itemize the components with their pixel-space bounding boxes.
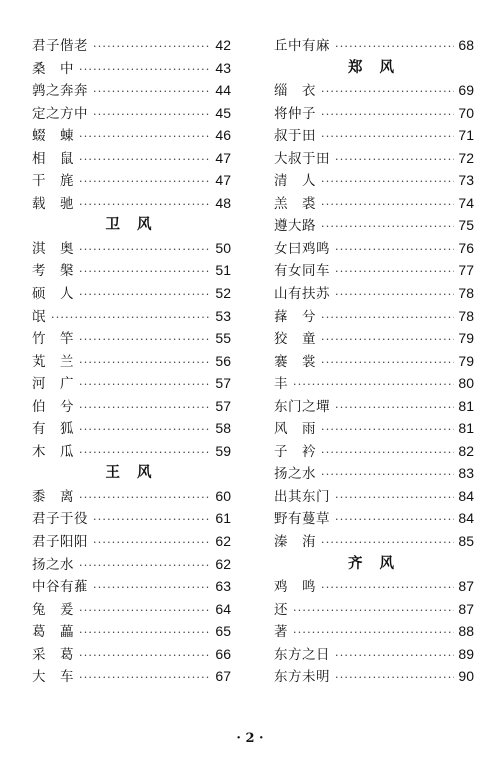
toc-entry-page: 90: [458, 668, 474, 685]
toc-entry[interactable]: [32, 282, 231, 305]
toc-entry[interactable]: [274, 507, 474, 530]
toc-entry-page: 43: [215, 59, 231, 76]
toc-entry-title: 氓: [32, 308, 46, 325]
toc-entry-page: 87: [458, 600, 474, 617]
toc-entry[interactable]: [32, 327, 231, 350]
toc-entry-page: 60: [215, 487, 231, 504]
toc-entry[interactable]: [32, 102, 231, 125]
dot-leader: [79, 239, 211, 262]
toc-entry-title: 狡 童: [274, 331, 316, 348]
dot-leader: [321, 577, 454, 600]
toc-entry-title: 子 衿: [274, 443, 316, 460]
toc-right-column: [274, 34, 474, 688]
toc-entry-title: 蝃 蝀: [32, 128, 74, 145]
toc-entry-title: 兔 爰: [32, 601, 74, 618]
dot-leader: [79, 487, 211, 510]
section-heading: 卫 风: [105, 217, 158, 234]
toc-entry[interactable]: [274, 530, 474, 553]
toc-entry-page: 82: [458, 442, 474, 459]
toc-entry-page: 76: [458, 239, 474, 256]
dot-leader: [79, 600, 211, 623]
toc-entry-page: 81: [458, 397, 474, 414]
toc-entry-title: 大 车: [32, 669, 74, 686]
toc-entry-page: 81: [458, 420, 474, 437]
toc-entry-page: 67: [215, 668, 231, 685]
toc-entry-title: 东方之日: [274, 646, 330, 663]
toc-entry[interactable]: [32, 79, 231, 102]
toc-entry-title: 伯 兮: [32, 398, 74, 415]
dot-leader: [79, 171, 211, 194]
toc-entry[interactable]: [274, 192, 474, 215]
toc-entry[interactable]: [274, 147, 474, 170]
dot-leader: [79, 352, 211, 375]
toc-entry[interactable]: [32, 575, 231, 598]
toc-entry-page: 70: [458, 104, 474, 121]
toc-entry[interactable]: [274, 259, 474, 282]
toc-entry-page: 44: [215, 82, 231, 99]
toc-entry-page: 48: [215, 194, 231, 211]
toc-entry[interactable]: [32, 169, 231, 192]
dot-leader: [79, 329, 211, 352]
toc-entry-page: 69: [458, 82, 474, 99]
toc-entry-title: 有女同车: [274, 263, 330, 280]
toc-entry[interactable]: [32, 147, 231, 170]
toc-entry[interactable]: [32, 507, 231, 530]
dot-leader: [335, 36, 454, 59]
toc-entry[interactable]: [274, 282, 474, 305]
dot-leader: [93, 104, 211, 127]
section-heading: 齐 风: [347, 555, 401, 572]
toc-entry-page: 78: [458, 285, 474, 302]
toc-entry-title: 君子阳阳: [32, 534, 88, 551]
toc-entry-page: 57: [215, 397, 231, 414]
toc-entry-page: 62: [215, 533, 231, 550]
toc-entry-page: 62: [215, 555, 231, 572]
dot-leader: [79, 555, 211, 578]
toc-entry-page: 56: [215, 352, 231, 369]
toc-entry-title: 木 瓜: [32, 443, 74, 460]
dot-leader: [335, 645, 454, 668]
section-heading: 王 风: [105, 465, 158, 482]
toc-entry[interactable]: [32, 57, 231, 80]
toc-entry[interactable]: [274, 485, 474, 508]
dot-leader: [93, 81, 211, 104]
toc-entry-title: 扬之水: [32, 556, 74, 573]
toc-entry-page: 46: [215, 127, 231, 144]
dot-leader: [335, 261, 454, 284]
dot-leader: [321, 329, 454, 352]
dot-leader: [321, 464, 454, 487]
toc-entry[interactable]: [274, 643, 474, 666]
dot-leader: [79, 374, 211, 397]
toc-entry-title: 鹑之奔奔: [32, 83, 88, 100]
toc-entry[interactable]: [32, 485, 231, 508]
toc-entry[interactable]: [274, 575, 474, 598]
toc-entry-title: 淇 奥: [32, 240, 74, 257]
toc-entry-page: 47: [215, 149, 231, 166]
toc-entry-title: 风 雨: [274, 421, 316, 438]
toc-entry[interactable]: [32, 372, 231, 395]
toc-entry[interactable]: [32, 305, 231, 328]
toc-entry-page: 79: [458, 330, 474, 347]
dot-leader: [79, 194, 211, 217]
toc-entry-title: 遵大路: [274, 218, 316, 235]
toc-entry-page: 63: [215, 578, 231, 595]
toc-entry-page: 64: [215, 600, 231, 617]
toc-entry[interactable]: [32, 643, 231, 666]
dot-leader: [321, 126, 454, 149]
dot-leader: [79, 397, 211, 420]
toc-entry[interactable]: [32, 553, 231, 576]
toc-entry-page: 73: [458, 172, 474, 189]
toc-entry[interactable]: [32, 395, 231, 418]
dot-leader: [321, 307, 454, 330]
toc-entry[interactable]: [274, 395, 474, 418]
dot-leader: [293, 600, 454, 623]
toc-entry[interactable]: [32, 530, 231, 553]
toc-entry-title: 东方未明: [274, 669, 330, 686]
toc-entry-title: 丰: [274, 376, 288, 393]
toc-entry[interactable]: [274, 372, 474, 395]
toc-entry[interactable]: [274, 305, 474, 328]
toc-entry-page: 89: [458, 645, 474, 662]
toc-entry[interactable]: [274, 620, 474, 643]
toc-entry-page: 74: [458, 194, 474, 211]
dot-leader: [321, 104, 454, 127]
toc-entry-title: 还: [274, 601, 288, 618]
toc-entry-title: 清 人: [274, 173, 316, 190]
section-heading: 郑 风: [347, 59, 401, 76]
dot-leader: [321, 442, 454, 465]
toc-entry-page: 52: [215, 285, 231, 302]
dot-leader: [293, 374, 454, 397]
dot-leader: [79, 126, 211, 149]
dot-leader: [335, 487, 454, 510]
toc-entry-title: 出其东门: [274, 488, 330, 505]
toc-entry[interactable]: [274, 214, 474, 237]
toc-entry-page: 71: [458, 127, 474, 144]
toc-entry-page: 47: [215, 172, 231, 189]
toc-entry[interactable]: [32, 34, 231, 57]
toc-entry-title: 定之方中: [32, 105, 88, 122]
toc-entry-page: 51: [215, 262, 231, 279]
toc-entry-title: 有 狐: [32, 421, 74, 438]
toc-entry-title: 东门之墠: [274, 398, 330, 415]
toc-entry-title: 大叔于田: [274, 150, 330, 167]
dot-leader: [321, 216, 454, 239]
dot-leader: [93, 36, 211, 59]
toc-entry[interactable]: [274, 598, 474, 621]
dot-leader: [293, 622, 454, 645]
toc-entry-title: 丘中有麻: [274, 38, 330, 54]
dot-leader: [321, 81, 454, 104]
toc-entry-title: 萚 兮: [274, 308, 316, 325]
toc-entry-title: 山有扶苏: [274, 286, 330, 303]
dot-leader: [321, 171, 454, 194]
dot-leader: [335, 667, 454, 690]
toc-entry-title: 野有蔓草: [274, 511, 330, 528]
toc-entry-title: 溱 洧: [274, 534, 316, 551]
toc-entry-page: 68: [458, 37, 474, 53]
toc-entry-page: 53: [215, 307, 231, 324]
toc-entry[interactable]: [274, 327, 474, 350]
toc-entry-page: 79: [458, 352, 474, 369]
toc-entry[interactable]: [274, 665, 474, 688]
toc-entry-title: 著: [274, 624, 288, 641]
dot-leader: [335, 239, 454, 262]
toc-entry[interactable]: [32, 237, 231, 260]
toc-entry[interactable]: [274, 169, 474, 192]
toc-entry-title: 河 广: [32, 376, 74, 393]
dot-leader: [321, 352, 454, 375]
dot-leader: [79, 419, 211, 442]
dot-leader: [79, 261, 211, 284]
toc-entry-page: 72: [458, 149, 474, 166]
dot-leader: [79, 645, 211, 668]
toc-entry-page: 77: [458, 262, 474, 279]
toc-entry-title: 载 驰: [32, 195, 74, 212]
toc-entry[interactable]: [32, 598, 231, 621]
toc-entry[interactable]: [32, 620, 231, 643]
toc-entry[interactable]: [274, 350, 474, 373]
dot-leader: [79, 667, 211, 690]
toc-entry[interactable]: [32, 665, 231, 688]
dot-leader: [321, 419, 454, 442]
toc-entry-page: 78: [458, 307, 474, 324]
dot-leader: [79, 59, 211, 82]
toc-entry-page: 83: [458, 465, 474, 482]
toc-entry[interactable]: [32, 192, 231, 215]
toc-entry-title: 扬之水: [274, 466, 316, 483]
toc-entry-page: 55: [215, 330, 231, 347]
toc-entry-title: 叔于田: [274, 128, 316, 145]
toc-entry-page: 84: [458, 510, 474, 527]
dot-leader: [79, 622, 211, 645]
toc-entry-page: 87: [458, 578, 474, 595]
dot-leader: [321, 194, 454, 217]
toc-entry-title: 硕 人: [32, 286, 74, 303]
dot-leader: [93, 509, 211, 532]
toc-entry-title: 羔 裘: [274, 195, 316, 212]
toc-entry-title: 采 葛: [32, 646, 74, 663]
toc-entry-title: 将仲子: [274, 105, 316, 122]
toc-entry-title: 芄 兰: [32, 353, 74, 370]
toc-entry[interactable]: [274, 462, 474, 485]
toc-entry-page: 42: [215, 37, 231, 53]
dot-leader: [321, 532, 454, 555]
toc-entry-title: 君子偕老: [32, 38, 88, 54]
toc-entry[interactable]: [274, 79, 474, 102]
toc-entry-page: 80: [458, 375, 474, 392]
dot-leader: [79, 149, 211, 172]
toc-entry[interactable]: [274, 237, 474, 260]
toc-entry-title: 考 槃: [32, 263, 74, 280]
toc-entry-page: 66: [215, 645, 231, 662]
toc-entry[interactable]: [32, 350, 231, 373]
dot-leader: [335, 149, 454, 172]
toc-left-column: [32, 34, 231, 688]
toc-entry-page: 88: [458, 623, 474, 640]
dot-leader: [93, 577, 211, 600]
toc-entry-page: 50: [215, 239, 231, 256]
toc-entry-page: 85: [458, 533, 474, 550]
toc-entry-page: 59: [215, 442, 231, 459]
toc-entry[interactable]: [274, 34, 474, 57]
dot-leader: [93, 532, 211, 555]
toc-entry[interactable]: [274, 124, 474, 147]
dot-leader: [335, 397, 454, 420]
toc-entry-page: 61: [215, 510, 231, 527]
dot-leader: [79, 442, 211, 465]
toc-entry-title: 中谷有蓷: [32, 579, 88, 596]
toc-entry-title: 君子于役: [32, 511, 88, 528]
toc-entry-page: 84: [458, 487, 474, 504]
toc-entry[interactable]: [274, 102, 474, 125]
toc-entry-title: 葛 藟: [32, 624, 74, 641]
toc-entry-title: 干 旄: [32, 173, 74, 190]
toc-entry[interactable]: [32, 440, 231, 463]
toc-entry-page: 75: [458, 217, 474, 234]
toc-entry-title: 鸡 鸣: [274, 579, 316, 596]
toc-entry-page: 45: [215, 104, 231, 121]
page-number: · 2 ·: [236, 731, 264, 746]
toc-entry-title: 缁 衣: [274, 83, 316, 100]
dot-leader: [79, 284, 211, 307]
toc-entry-title: 褰 裳: [274, 353, 316, 370]
dot-leader: [335, 509, 454, 532]
toc-entry[interactable]: [274, 440, 474, 463]
toc-entry-page: 65: [215, 623, 231, 640]
toc-entry[interactable]: [32, 124, 231, 147]
toc-entry[interactable]: [32, 417, 231, 440]
toc-entry[interactable]: [274, 417, 474, 440]
toc-entry-title: 桑 中: [32, 60, 74, 77]
toc-entry[interactable]: [32, 259, 231, 282]
dot-leader: [51, 307, 211, 330]
toc-entry-page: 58: [215, 420, 231, 437]
toc-entry-title: 竹 竿: [32, 331, 74, 348]
toc-entry-title: 女曰鸡鸣: [274, 240, 330, 257]
toc-entry-title: 黍 离: [32, 488, 74, 505]
dot-leader: [335, 284, 454, 307]
toc-entry-title: 相 鼠: [32, 150, 74, 167]
toc-entry-page: 57: [215, 375, 231, 392]
